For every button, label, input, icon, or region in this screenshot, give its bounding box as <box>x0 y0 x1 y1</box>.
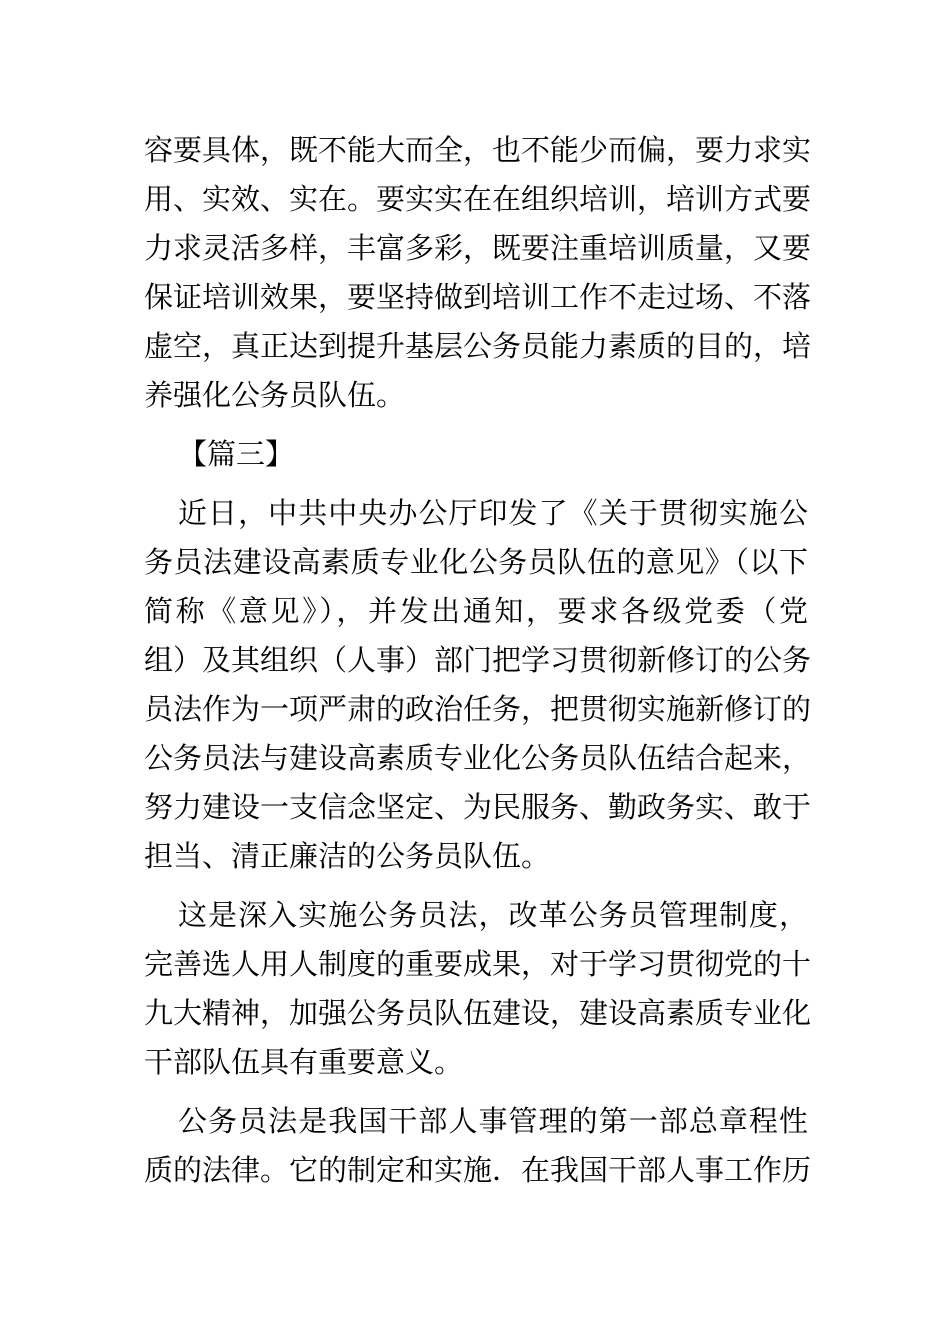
paragraph-significance <box>144 891 812 1087</box>
text-line: 养强化公务员队伍。 <box>144 378 406 412</box>
text-line: 公务员法与建设高素质专业化公务员队伍结合起来， <box>144 741 812 775</box>
text-line: 近日，中共中央办公厅印发了《关于贯彻实施公 <box>178 496 808 530</box>
text-line: 公务员法是我国干部人事管理的第一部总章程性 <box>178 1104 808 1138</box>
text-line: 担当、清正廉洁的公务员队伍。 <box>144 839 551 873</box>
text-line: 简称《意见》），并发出通知，要求各级党委（党 <box>144 594 808 628</box>
text-line: 这是深入实施公务员法，改革公务员管理制度， <box>178 898 808 932</box>
text-line: 质的法律。它的制定和实施．在我国干部人事工作历 <box>144 1153 812 1187</box>
paragraph-civil-servant-law <box>144 1097 812 1195</box>
text-line: 保证培训效果，要坚持做到培训工作不走过场、不落 <box>144 280 812 314</box>
paragraph-opinion-issued <box>144 489 812 881</box>
section-heading-text: 【篇三】 <box>178 437 295 471</box>
document-page <box>144 126 812 1205</box>
paragraph-training-continuation <box>144 126 812 420</box>
text-line: 完善选人用人制度的重要成果，对于学习贯彻党的十 <box>144 947 812 981</box>
text-line: 员法作为一项严肃的政治任务，把贯彻实施新修订的 <box>144 692 812 726</box>
text-line: 虚空，真正达到提升基层公务员能力素质的目的，培 <box>144 329 812 363</box>
text-line: 努力建设一支信念坚定、为民服务、勤政务实、敢于 <box>144 790 812 824</box>
text-line: 容要具体，既不能大而全，也不能少而偏，要力求实 <box>144 133 812 167</box>
text-line: 组）及其组织（人事）部门把学习贯彻新修订的公务 <box>144 643 812 677</box>
text-line: 干部队伍具有重要意义。 <box>144 1045 464 1079</box>
text-line: 力求灵活多样，丰富多彩，既要注重培训质量，又要 <box>144 231 812 265</box>
text-line: 九大精神，加强公务员队伍建设，建设高素质专业化 <box>144 996 812 1030</box>
text-line: 用、实效、实在。要实实在在组织培训，培训方式要 <box>144 182 812 216</box>
text-line: 务员法建设高素质专业化公务员队伍的意见》（以下 <box>144 545 808 579</box>
section-heading <box>144 430 808 479</box>
